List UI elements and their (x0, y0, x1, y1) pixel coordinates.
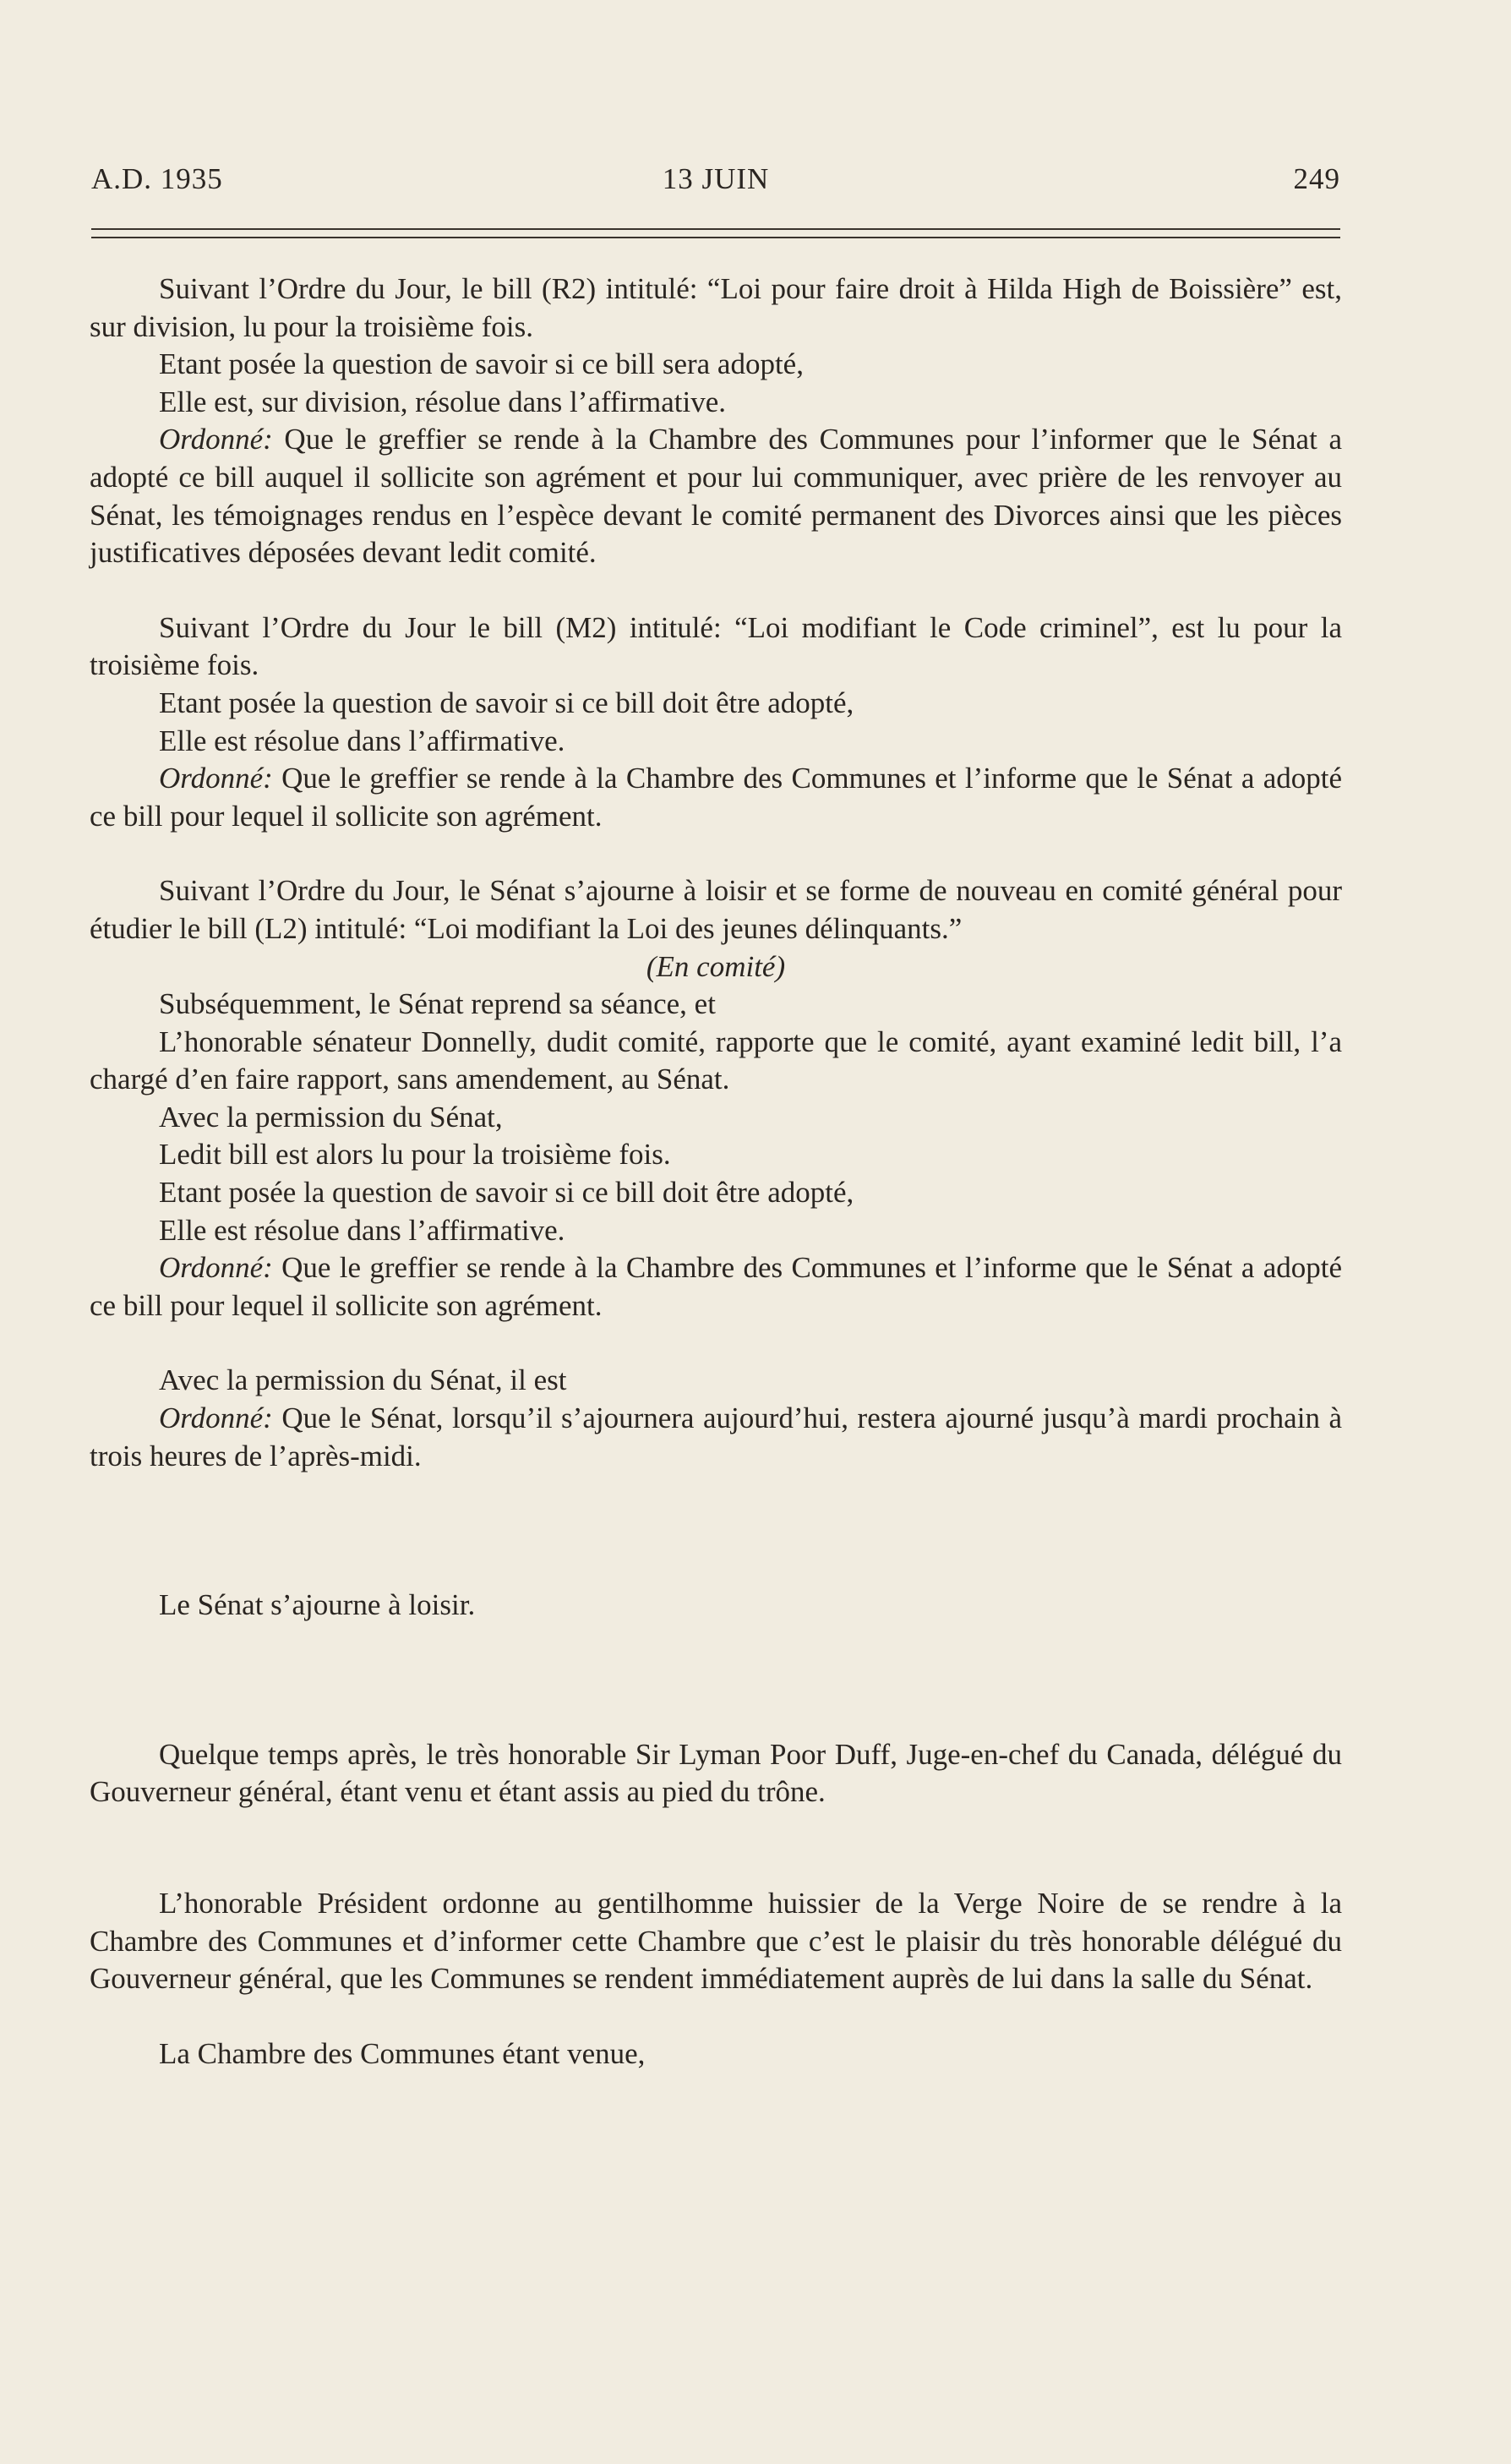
header-rule-bottom (91, 237, 1340, 238)
committee-heading: (En comité) (646, 949, 786, 983)
paragraph: Avec la permission du Sénat, (159, 1100, 503, 1134)
paragraph: Le Sénat s’ajourne à loisir. (159, 1588, 476, 1622)
paragraph: La Chambre des Communes étant venue, (159, 2036, 646, 2070)
paragraph: Quelque temps après, le très honorable Sir Lyman Poor Duff, Juge-en-chef du Canada, délégué du Gouverneur général, étant venu et étant assis au pied du trône. (90, 1737, 1342, 1809)
paragraph: L’honorable sénateur Donnelly, dudit comité, rapporte que le comité, ayant examiné ledit bill, l’a chargé d’en faire rapport, sans amendement, au Sénat. (90, 1024, 1342, 1096)
paragraph: Elle est résolue dans l’affirmative. (159, 724, 565, 757)
paragraph: L’honorable Président ordonne au gentilhomme huissier de la Verge Noire de se rendre à la Chambre des Communes et d’informer cette Chambre que c’est le plaisir du très honorable délégué du Gouverneur général, que les Communes se rendent immédiatement auprès de lui dans la salle du Sénat. (90, 1887, 1342, 1996)
page-body (90, 270, 1342, 2073)
order-text: Que le greffier se rende à la Chambre des Communes pour l’informer que le Sénat a adopté ce bill auquel il sollicite son agrément et pour lui communiquer, avec prière de les renvoyer au Sénat, les témoignages rendus en l’espèce devant le comité permanent des Divorces ainsi que les pièces justificatives déposées devant ledit comité. (90, 423, 1342, 570)
paragraph: Suivant l’Ordre du Jour, le Sénat s’ajourne à loisir et se forme de nouveau en comité général pour étudier le bill (L2) intitulé: “Loi modifiant la Loi des jeunes délinquants.” (90, 874, 1342, 945)
header-year: A.D. 1935 (91, 162, 223, 195)
page-header (91, 162, 1340, 205)
paragraph: Subséquemment, le Sénat reprend sa séance, et (159, 987, 716, 1021)
order-paragraph (90, 1249, 1342, 1325)
header-rule-top (91, 228, 1340, 230)
page-number: 249 (1293, 162, 1340, 195)
order-label: Ordonné: (159, 762, 273, 795)
paragraph: Etant posée la question de savoir si ce bill doit être adopté, (159, 1176, 854, 1210)
paragraph: Suivant l’Ordre du Jour, le bill (R2) intitulé: “Loi pour faire droit à Hilda High de Boissière” est, sur division, lu pour la troisième fois. (90, 272, 1342, 343)
paragraph: Avec la permission du Sénat, il est (159, 1363, 567, 1397)
paragraph: Elle est, sur division, résolue dans l’affirmative. (159, 385, 726, 418)
paragraph: Etant posée la question de savoir si ce bill doit être adopté, (159, 686, 854, 719)
paragraph: Ledit bill est alors lu pour la troisième fois. (159, 1138, 671, 1172)
paragraph: Suivant l’Ordre du Jour le bill (M2) intitulé: “Loi modifiant le Code criminel”, est lu pour la troisième fois. (90, 610, 1342, 682)
order-label: Ordonné: (159, 1401, 273, 1435)
paragraph: Elle est résolue dans l’affirmative. (159, 1213, 565, 1247)
header-date: 13 JUIN (662, 162, 770, 195)
order-paragraph (90, 421, 1342, 571)
order-text: Que le Sénat, lorsqu’il s’ajournera aujourd’hui, restera ajourné jusqu’à mardi prochain à trois heures de l’après-midi. (90, 1401, 1342, 1472)
order-label: Ordonné: (159, 1251, 273, 1285)
order-text: Que le greffier se rende à la Chambre des Communes et l’informe que le Sénat a adopté ce bill pour lequel il sollicite son agrément. (90, 762, 1342, 833)
order-text: Que le greffier se rende à la Chambre des Communes et l’informe que le Sénat a adopté ce bill pour lequel il sollicite son agrément. (90, 1251, 1342, 1322)
paragraph: Etant posée la question de savoir si ce bill sera adopté, (159, 347, 804, 381)
order-label: Ordonné: (159, 423, 273, 456)
order-paragraph (90, 760, 1342, 835)
order-paragraph (90, 1400, 1342, 1475)
